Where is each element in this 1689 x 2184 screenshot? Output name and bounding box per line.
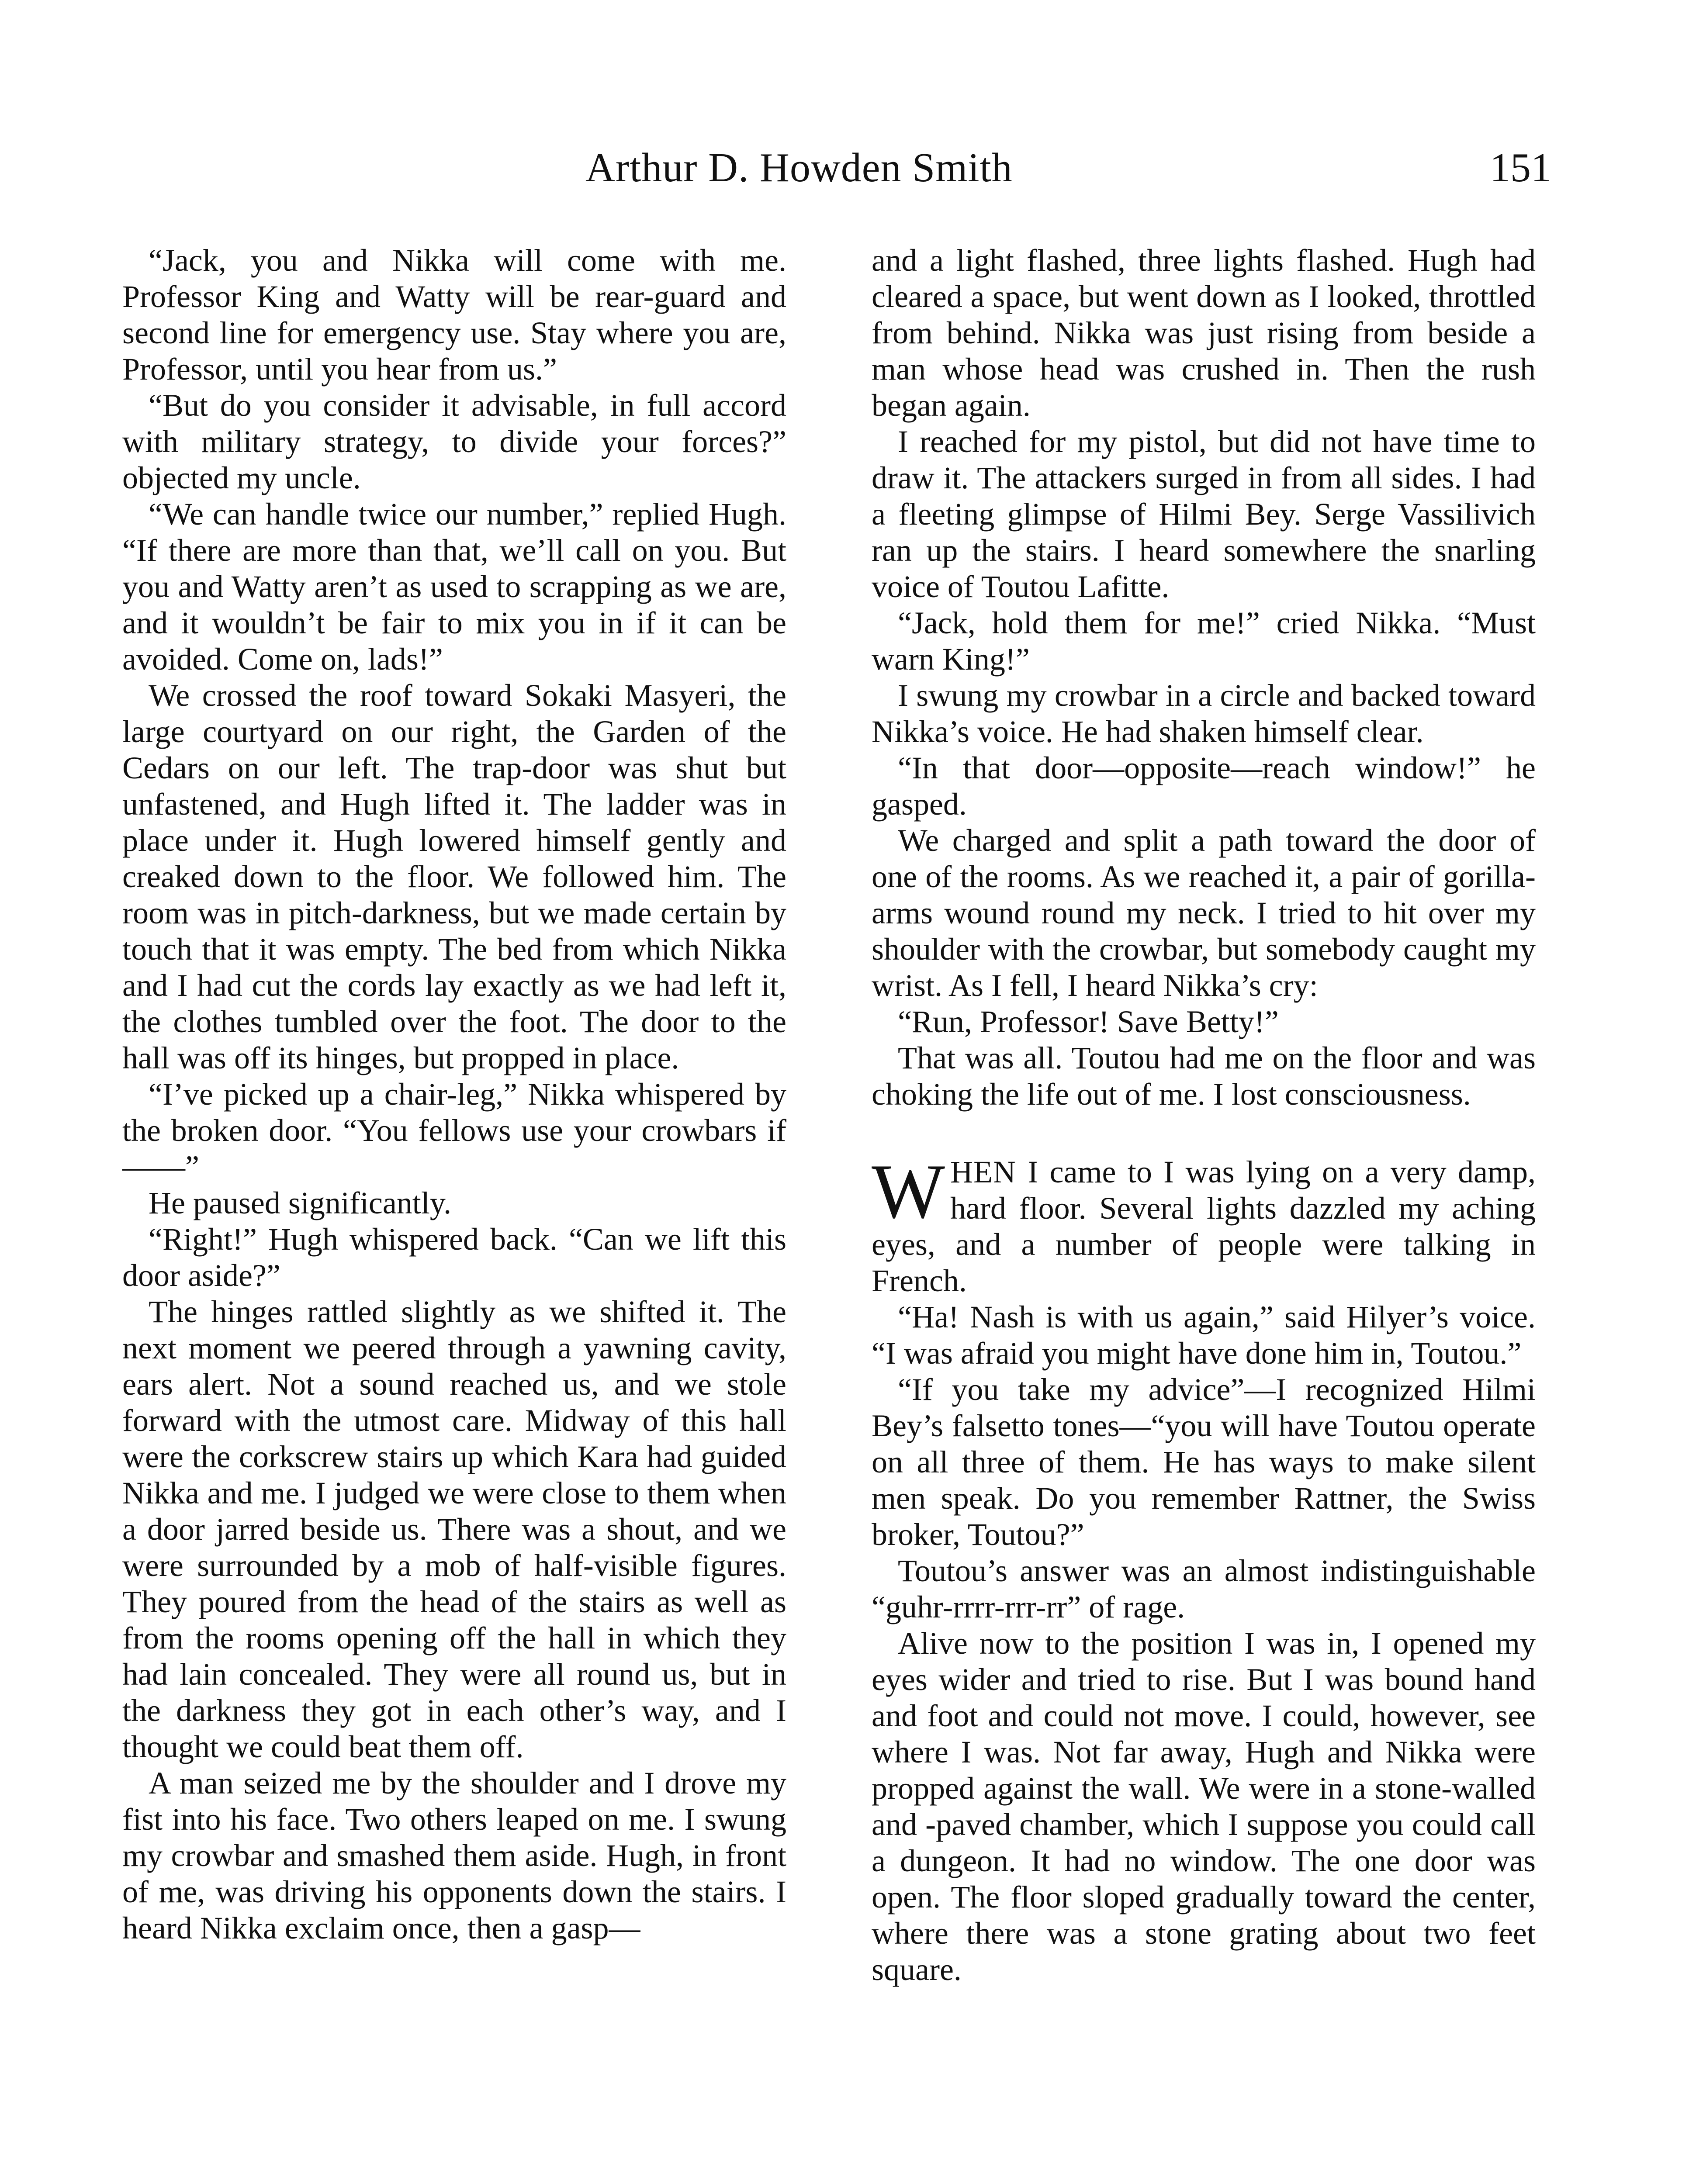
paragraph: That was all. Toutou had me on the floor and was choking the life out of me. I lost consciousness. [872, 1040, 1536, 1112]
paragraph: “But do you consider it advisable, in full accord with military strategy, to divide your forces?” objected my uncle. [122, 388, 786, 495]
paragraph: We charged and split a path toward the door of one of the rooms. As we reached it, a pair of gorilla-arms wound round my neck. I tried to hit over my shoulder with the crowbar, but somebody caught my wrist. As I fell, I heard Nikka’s cry: [872, 823, 1536, 1003]
opening-text: I came to I was lying on a very damp, hard floor. Several lights dazzled my aching eyes, and a number of people were talking in French. [872, 1154, 1536, 1298]
paragraph: Toutou’s answer was an almost indistinguishable “guhr-rrrr-rrr-rr” of rage. [872, 1553, 1536, 1624]
paragraph: “Ha! Nash is with us again,” said Hilyer’s voice. “I was afraid you might have done him in, Toutou.” [872, 1299, 1536, 1371]
paragraph: “In that door—opposite—reach window!” he gasped. [872, 750, 1536, 822]
section-opening-paragraph [872, 1148, 1536, 1299]
drop-cap: W [872, 1148, 945, 1234]
paragraph: A man seized me by the shoulder and I drove my fist into his face. Two others leaped on me. I swung my crowbar and smashed them aside. Hugh, in front of me, was driving his opponents down the stairs. I heard Nikka exclaim once, then a gasp— [122, 1766, 786, 1946]
page-number: 151 [1490, 145, 1551, 190]
opening-small-caps: HEN [950, 1154, 1016, 1189]
paragraph: I reached for my pistol, but did not have time to draw it. The attackers surged in from all sides. I had a fleeting glimpse of Hilmi Bey. Serge Vassilivich ran up the stairs. I heard somewhere the snarling voice of Toutou Lafitte. [872, 424, 1536, 604]
paragraph: “Jack, you and Nikka will come with me. Professor King and Watty will be rear-guard and second line for emergency use. Stay where you are, Professor, until you hear from us.” [122, 243, 786, 387]
paragraph: The hinges rattled slightly as we shifted it. The next moment we peered through a yawning cavity, ears alert. Not a sound reached us, and we stole forward with the utmost care. Midway of this hall were the corkscrew stairs up which Kara had guided Nikka and me. I judged we were close to them when a door jarred beside us. There was a shout, and we were surrounded by a mob of half-visible figures. They poured from the head of the stairs as well as from the rooms opening off the hall in which they had lain concealed. They were all round us, but in the darkness they got in each other’s way, and I thought we could beat them off. [122, 1294, 786, 1764]
right-column [872, 242, 1536, 1988]
paragraph: “Jack, hold them for me!” cried Nikka. “Must warn King!” [872, 605, 1536, 677]
paragraph: “Run, Professor! Save Betty!” [898, 1004, 1279, 1039]
left-column [122, 242, 786, 1946]
paragraph: Alive now to the position I was in, I opened my eyes wider and tried to rise. But I was bound hand and foot and could not move. I could, however, see where I was. Not far away, Hugh and Nikka were propped against the wall. We were in a stone-walled and -paved chamber, which I suppose you could call a dungeon. It had no window. The one door was open. The floor sloped gradually toward the center, where there was a stone grating about two feet square. [872, 1626, 1536, 1987]
paragraph: “If you take my advice”—I recognized Hilmi Bey’s falsetto tones—“you will have Toutou operate on all three of them. He has ways to make silent men speak. Do you remember Rattner, the Swiss broker, Toutou?” [872, 1372, 1536, 1552]
paragraph: “We can handle twice our number,” replied Hugh. “If there are more than that, we’ll call on you. But you and Watty aren’t as used to scrapping as we are, and it wouldn’t be fair to mix you in if it can be avoided. Come on, lads!” [122, 497, 786, 677]
paragraph: “I’ve picked up a chair-leg,” Nikka whispered by the broken door. “You fellows use your crowbars if——” [122, 1077, 786, 1184]
paragraph: “Right!” Hugh whispered back. “Can we lift this door aside?” [122, 1222, 786, 1293]
paragraph: We crossed the roof toward Sokaki Masyeri, the large courtyard on our right, the Garden of the Cedars on our left. The trap-door was shut but unfastened, and Hugh lifted it. The ladder was in place under it. Hugh lowered himself gently and creaked down to the floor. We followed him. The room was in pitch-darkness, but we made certain by touch that it was empty. The bed from which Nikka and I had cut the cords lay exactly as we had left it, the clothes tumbled over the foot. The door to the hall was off its hinges, but propped in place. [122, 678, 786, 1075]
paragraph: He paused significantly. [149, 1185, 452, 1220]
paragraph: and a light flashed, three lights flashed. Hugh had cleared a space, but went down as I looked, throttled from behind. Nikka was just rising from beside a man whose head was crushed in. Then the rush began again. [872, 243, 1536, 423]
paragraph: I swung my crowbar in a circle and backed toward Nikka’s voice. He had shaken himself clear. [872, 678, 1536, 749]
running-head-author: Arthur D. Howden Smith [585, 145, 1013, 190]
